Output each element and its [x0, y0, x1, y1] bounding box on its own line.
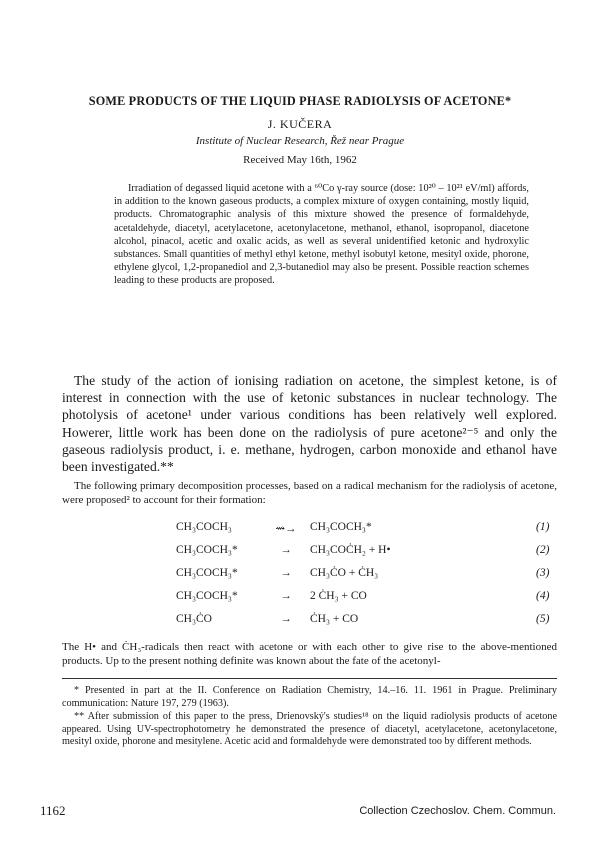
reaction-rhs: CH₃ĊO + ĊH₃	[310, 567, 379, 579]
reaction-rhs: 2 ĊH₃ + CO	[310, 590, 367, 602]
body-paragraph-mechanism: The following primary decomposition processes, based on a radical mechanism for the radiolysis of acetone, were proposed² to account for their formation:	[62, 480, 557, 506]
reaction-rhs: CH₃COĊH₂ + H•	[310, 544, 391, 556]
page-number: 1162	[40, 803, 66, 818]
reaction-arrow: →	[280, 544, 292, 556]
reaction-3	[0, 567, 600, 587]
footnote-1: * Presented in part at the II. Conference on Radiation Chemistry, 14.–16. 11. 1961 in Prague. Preliminary communication: Nature 197, 279 (1963).	[62, 685, 557, 709]
received-date: Received May 16th, 1962	[243, 154, 357, 166]
reaction-arrow: →	[280, 567, 292, 579]
author-name: J. KUČERA	[267, 117, 333, 131]
equation-number: (4)	[536, 590, 550, 602]
reaction-lhs: CH₃COCH₃*	[176, 567, 238, 579]
body-paragraph-radicals: The H• and ĊH₃-radicals then react with acetone or with each other to give rise to the above-mentioned products. Up to the present nothing definite was known about the fate of the acetonyl-	[62, 641, 557, 667]
equation-number: (3)	[536, 567, 550, 579]
footnotes	[62, 685, 557, 750]
reaction-arrow: ⇝→	[275, 523, 297, 535]
equation-number: (5)	[536, 613, 550, 625]
reaction-2	[0, 544, 600, 564]
author-affiliation: Institute of Nuclear Research, Řež near Prague	[195, 135, 405, 147]
reaction-lhs: CH₃ĊO	[176, 613, 212, 625]
reaction-lhs: CH₃COCH₃	[176, 521, 232, 533]
reaction-1	[0, 521, 600, 541]
reaction-4	[0, 590, 600, 610]
abstract: Irradiation of degassed liquid acetone with a ⁶⁰Co γ-ray source (dose: 10²⁰ – 10²¹ eV/ml) affords, in addition to the known gaseous products, a complex mixture of oxygen containing, mostly liquid, products. Chromatographic analysis of this mixture showed the presence of formaldehyde, acetaldehyde, diacetyl, acetylacetone, acetonylacetone, methanol, ethanol, isopropanol, diacetone alcohol, pinacol, acetic and oxalic acids, as well as several unidentified ketonic and hydroxylic substances. Small quantities of methyl ethyl ketone, methyl isobutyl ketone, mesityl oxide, phorone, ethylene glycol, 1,2-propanediol and 2,3-butanediol may also be present. Possible reaction schemes leading to these products are proposed.	[114, 183, 529, 287]
reaction-5	[0, 613, 600, 633]
reaction-arrow: →	[280, 613, 292, 625]
reaction-rhs: CH₃COCH₃*	[310, 521, 372, 533]
equation-number: (1)	[536, 521, 550, 533]
equation-number: (2)	[536, 544, 550, 556]
intro-paragraph: The study of the action of ionising radiation on acetone, the simplest ketone, is of interest in connection with the use of ketonic substances in nuclear technology. The photolysis of acetone¹ under various conditions has been relatively well explored. Howerer, little work has been done on the radiolysis of pure acetone²⁻⁵ and only the gaseous radiolysis product, i. e. methane, hydrogen, carbon monoxide and ethanol have been investigated.**	[62, 373, 557, 475]
reaction-lhs: CH₃COCH₃*	[176, 590, 238, 602]
article-title: SOME PRODUCTS OF THE LIQUID PHASE RADIOLYSIS OF ACETONE*	[88, 94, 512, 108]
reaction-arrow: →	[280, 590, 292, 602]
reaction-rhs: ĊH₃ + CO	[310, 613, 359, 625]
footnote-2: ** After submission of this paper to the press, Drienovský's studies¹⁸ on the liquid radiolysis products of acetone appeared. Using UV-spectrophotometry he demonstrated the presence of diacetyl, acetylacetone, acetonylacetone, mesityl oxide, phorone and mesitylene. Acetic acid and formaldehyde were demonstrated too by different methods.	[62, 711, 557, 748]
journal-name: Collection Czechoslov. Chem. Commun.	[359, 805, 556, 817]
reaction-lhs: CH₃COCH₃*	[176, 544, 238, 556]
footnote-divider	[62, 678, 557, 679]
